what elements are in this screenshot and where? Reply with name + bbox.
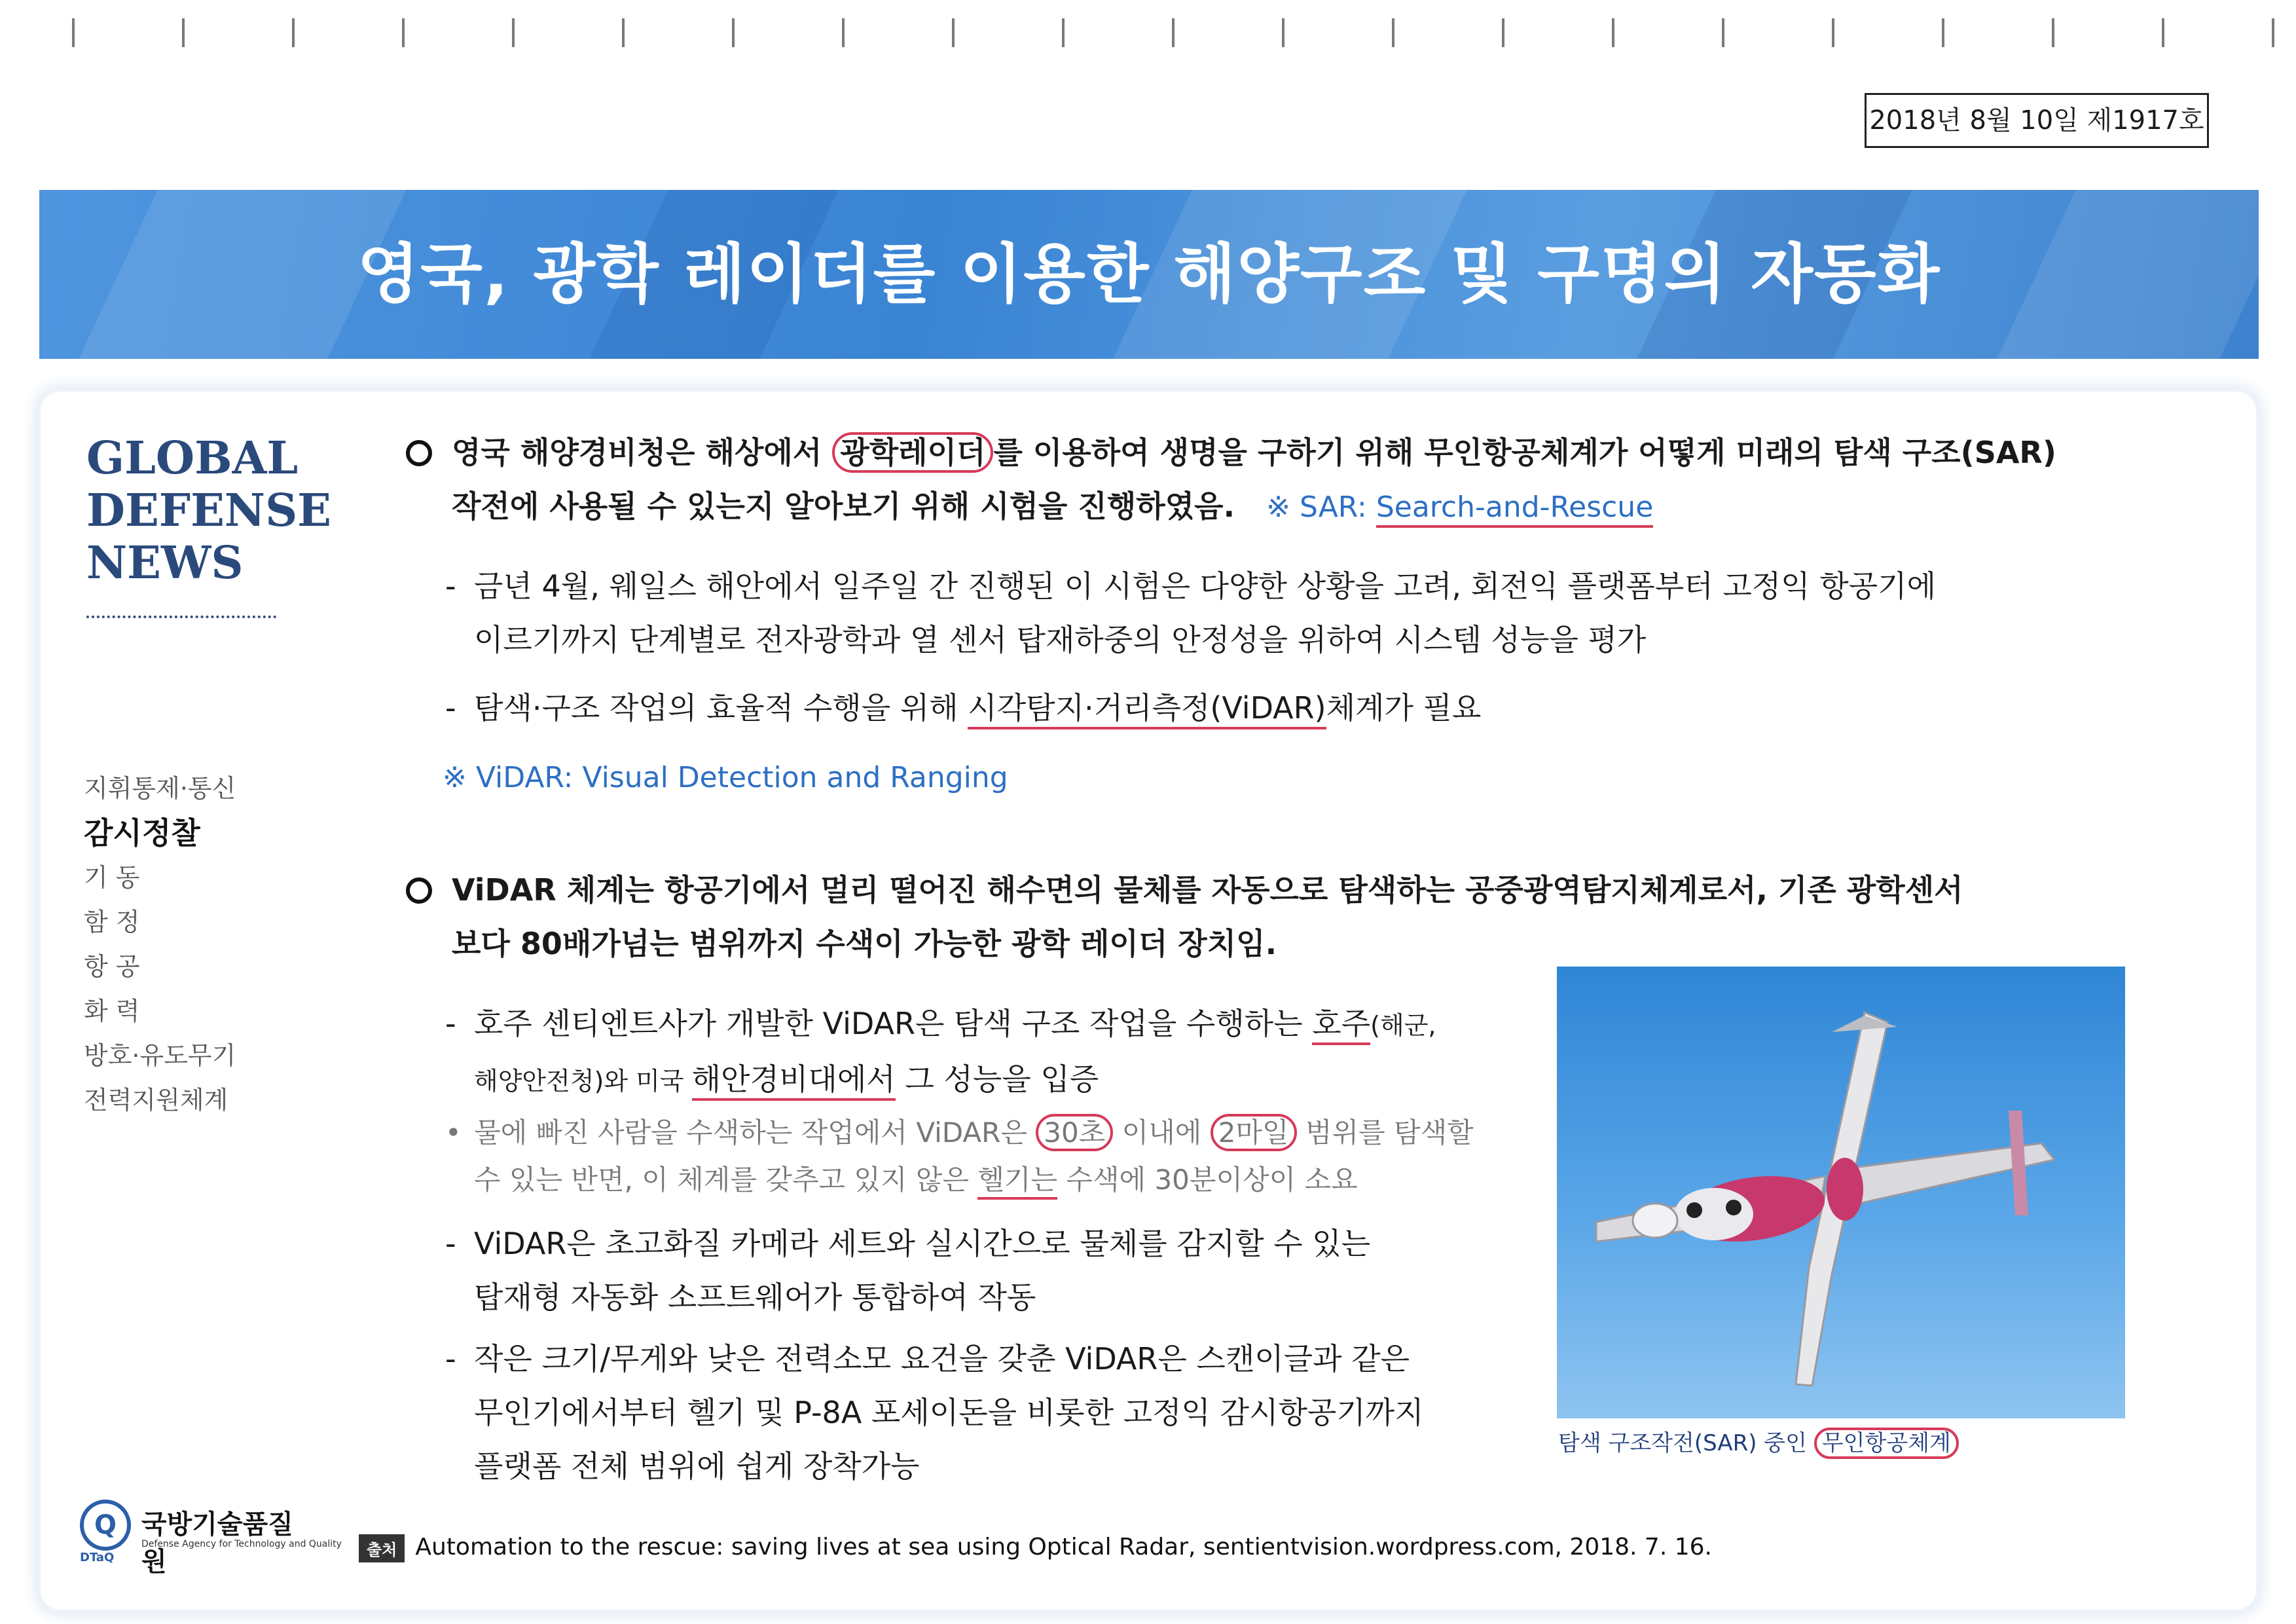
nav-item-defense-guided[interactable]: 방호·유도무기	[84, 1041, 236, 1070]
binding-tick	[1062, 18, 1065, 47]
binding-tick	[292, 18, 295, 47]
binding-tick	[2272, 18, 2274, 47]
section1-item-1: - 금년 4월, 웨일스 해안에서 일주일 간 진행된 이 시험은 다양한 상황을 고려, 회전익 플랫폼부터 고정익 항공기에 이르기까지 단계별로 전자광학과 열 센서 탑재하중의 안정성을 위하여 시스템 성능을 평가	[445, 568, 1937, 657]
binding-tick	[182, 18, 185, 47]
source-text: Automation to the rescue: saving lives at sea using Optical Radar, sentientvision.wordpress.com, 2018. 7. 16.	[415, 1534, 1712, 1560]
sidebar	[47, 393, 342, 1611]
title-banner	[39, 190, 2259, 359]
section1-heading	[406, 426, 2121, 534]
binding-tick	[952, 18, 955, 47]
page-title: 영국, 광학 레이더를 이용한 해양구조 및 구명의 자동화	[357, 237, 1941, 312]
nav-item-surveillance[interactable]: 감시정찰	[84, 815, 200, 851]
binding-tick	[1722, 18, 1724, 47]
nav-item-maneuver[interactable]: 기 동	[84, 863, 140, 892]
section2-item-3: - 작은 크기/무게와 낮은 전력소모 요건을 갖춘 ViDAR은 스캔이글과 같은 무인기에서부터 헬기 및 P-8A 포세이돈을 비롯한 고정익 감시항공기까지 플랫폼 전체 범위에 쉽게 장착가능	[445, 1341, 1424, 1484]
category-nav	[84, 766, 236, 1122]
nav-item-command-control[interactable]: 지휘통제·통신	[84, 774, 236, 803]
section1-head-part: 를 이용하여 생명을 구하기 위해 무인항공체계가 어떻게 미래의 탐색 구조(SAR)	[993, 435, 2056, 470]
uav-aircraft-illustration	[1557, 967, 2125, 1418]
issue-date-box: 2018년 8월 10일 제1917호	[1865, 93, 2209, 148]
binding-tick	[732, 18, 735, 47]
nav-item-support[interactable]: 전력지원체계	[84, 1086, 228, 1115]
circle-bullet-icon	[406, 440, 432, 466]
dtaq-emblem-icon: Q	[80, 1500, 131, 1551]
binding-tick	[1502, 18, 1504, 47]
section2-detail: • 물에 빠진 사람을 수색하는 작업에서 ViDAR은 30초 이내에 2마일 범위를 탐색할 수 있는 반면, 이 체계를 갖추고 있지 않은 헬기는 수색에 30분이상이 소요	[445, 1109, 1571, 1204]
nav-item-firepower[interactable]: 화 력	[84, 997, 140, 1025]
source-citation	[359, 1534, 1712, 1562]
binding-tick	[2162, 18, 2164, 47]
org-name: 국방기술품질원	[141, 1509, 293, 1577]
binding-tick	[1612, 18, 1614, 47]
section1-head-part: 작전에 사용될 수 있는지 알아보기 위해 시험을 진행하였음.	[452, 489, 1235, 524]
nav-item-naval[interactable]: 함 정	[84, 908, 140, 936]
photo-caption: 탐색 구조작전(SAR) 중인 무인항공체계	[1558, 1425, 1959, 1457]
org-english-name: Defense Agency for Technology and Quality	[141, 1539, 342, 1549]
binding-tick	[1942, 18, 1944, 47]
global-defense-news-logo: GLOBAL DEFENSE NEWS	[86, 432, 331, 589]
binding-tick	[402, 18, 405, 47]
binding-tick	[1172, 18, 1175, 47]
section2-item-1: - 호주 센티엔트사가 개발한 ViDAR은 탐색 구조 작업을 수행하는 호주(해군, 해양안전청)와 미국 해안경비대에서 그 성능을 입증	[445, 997, 1571, 1108]
binding-tick	[72, 18, 75, 47]
section1-item-2: - 탐색·구조 작업의 효율적 수행을 위해 시각탐지·거리측정(ViDAR)체계가 필요	[445, 681, 2121, 735]
section2-item-2: - ViDAR은 초고화질 카메라 세트와 실시간으로 물체를 감지할 수 있는 탑재형 자동화 소프트웨어가 통합하여 작동	[445, 1226, 1371, 1315]
nav-item-aviation[interactable]: 항 공	[84, 952, 140, 981]
binding-tick	[842, 18, 845, 47]
binding-tick	[1282, 18, 1285, 47]
sar-note: ※ SAR: Search-and-Rescue	[1266, 490, 1653, 528]
vidar-note: ※ ViDAR: Visual Detection and Ranging	[443, 761, 1008, 794]
logo-divider	[86, 616, 276, 618]
binding-tick-marks	[0, 18, 2296, 58]
section2-heading: ViDAR 체계는 항공기에서 멀리 떨어진 해수면의 물체를 자동으로 탐색하는 공중광역탐지체계로서, 기존 광학센서 보다 80배가넘는 범위까지 수색이 가능한 광학 레이더 장치임.	[406, 863, 2121, 970]
source-tag: 출처	[359, 1534, 405, 1562]
dtaq-logo-block	[80, 1493, 342, 1577]
binding-tick	[1392, 18, 1394, 47]
binding-tick	[2052, 18, 2054, 47]
binding-tick	[622, 18, 625, 47]
circle-bullet-icon	[406, 877, 432, 904]
optical-radar-term: 광학레이더	[832, 432, 993, 473]
binding-tick	[1832, 18, 1834, 47]
section1-head-part: 영국 해양경비청은 해상에서	[452, 435, 833, 470]
vidar-term: 시각탐지·거리측정(ViDAR)	[968, 690, 1326, 729]
binding-tick	[512, 18, 515, 47]
dtaq-abbrev: DTaQ	[80, 1551, 115, 1564]
uav-photo	[1557, 967, 2125, 1418]
